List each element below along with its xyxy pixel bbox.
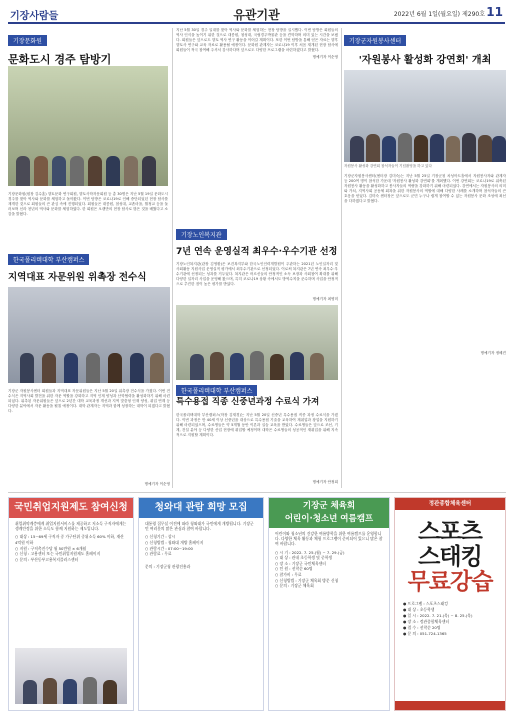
article-reporter: 명예기자 정혜진 <box>480 351 506 355</box>
ad-list <box>9 534 133 562</box>
article-tag: 기장군자원봉사센터 <box>344 35 406 46</box>
ad-title: 국민취업지원제도 참여신청 <box>9 498 133 518</box>
list-item: ○ 장 소 : 기장군 국민체육센터 <box>275 560 326 566</box>
poster-headline: 스포츠 <box>418 519 482 545</box>
article-tag: 기장노인복지관 <box>176 229 227 240</box>
list-item: ○ 참가비 : 무료 <box>275 571 302 577</box>
list-item: ○ 대 상 : 관내 초등학생 및 중학생 <box>275 555 333 561</box>
ad-cheongwadae-tour <box>138 497 264 711</box>
ad-title <box>269 498 389 528</box>
poster-footer-bar <box>395 701 505 710</box>
poster-sports-stacking <box>394 497 506 711</box>
article-photo <box>8 287 170 383</box>
article-culture <box>8 28 168 243</box>
list-item: ○ 시 기 : 2022. 7. 25.(월) ~ 7. 29.(금) <box>275 549 345 555</box>
article-body: 한국폴리텍대학 부산캠퍼스(학장 김재경)는 지난 5월 20일 신중년 특수용접 직종 과정 수료식을 가졌다. 이번 과정은 만 40세 이상 신중년을 대상으로 특수용접 기술을 교육하여 재취업과 창업을 지원하기 위해 마련되었으며, 수료생들은 약 5개월 동안 이론과 실습 교육을 받았다. 수료생들은 앞으로 조선, 기계, 건설 분야 등 다양한 산업 현장에 취업할 예정이며 대학은 수료생들의 성공적인 재취업을 위해 지속적으로 지원할 계획이다. <box>176 413 338 437</box>
list-item: ○ 지원 : 구직촉진수당 월 50만원 × 6개월 <box>15 545 87 551</box>
article-headline: 지역대표 자문위원 위촉장 전수식 <box>8 272 147 283</box>
list-item: ○ 인 원 : 선착순 60명 <box>275 566 313 572</box>
list-item: ○ 대상 : 15~69세 구직자 중 가구단위 중위소득 60% 이하, 재산 4억원 이하 <box>15 534 124 545</box>
article-body: 기장군자원봉사센터(센터장 김미숙)는 지난 5월 25일 기장군청 차성아트홀에서 자원봉사자와 관계자 등 200여 명이 참석한 가운데 '자원봉사 활성화 강연회'를 개최했다. 이번 강연회는 코로나19로 위축된 자원봉사 활동을 활성화하고 봉사자들의 역량을 강화하기 위해 마련되었다. 강연에서는 자원봉사의 의미와 가치, 지역사회 공동체 회복을 위한 자원봉사의 역할에 대해 다양한 사례를 소개하며 참석자들의 큰 호응을 얻었다. 김미숙 센터장은 앞으로도 군민 누구나 쉽게 참여할 수 있는 자원봉사 문화 조성에 최선을 다하겠다고 밝혔다. <box>344 174 506 203</box>
ad-title-line: 어린이·청소년 여름캠프 <box>284 514 374 524</box>
list-item: ● 장 소 : 정관종합체육센터 <box>403 619 450 624</box>
issue-date: 2022년 6월 1일(월요일) 제290호 <box>393 11 485 18</box>
poster-headline: 무료강습 <box>407 569 493 595</box>
article-advisory <box>8 247 170 487</box>
photo-caption: 자원봉사 활성화 강연회 참석자들이 기념촬영을 하고 있다 <box>344 164 432 168</box>
list-item: ○ 문의 : 부산동부고용복지플러스센터 <box>15 556 79 562</box>
list-item: ● 접 수 : 선착순 20명 <box>403 625 441 630</box>
article-welding <box>176 305 338 485</box>
list-item: ○ 관람료 : 무료 <box>145 551 172 557</box>
article-photo <box>176 305 338 380</box>
ad-list <box>269 550 389 589</box>
list-item: ○ 신청방법 : 청와대 개방 홈페이지 <box>145 540 204 545</box>
article-photo <box>344 70 506 162</box>
list-item: ○ 신청 : 고용센터 또는 국민취업지원제도 홈페이지 <box>15 551 101 557</box>
ad-title-line: 기장군 체육회 <box>302 501 356 511</box>
article-reporter: 명예기자 이순영 <box>312 55 338 59</box>
article-headline: 문화도시 경주 탐방기 <box>8 53 112 66</box>
article-tag: 한국폴리텍대학 부산캠퍼스 <box>176 385 257 396</box>
list-item: ○ 신청방법 : 기장군 체육회 방문 신청 <box>275 577 339 583</box>
ad-body: 어린이와 청소년의 건강한 여름방학을 위한 여름캠프를 운영합니다. 다양한 체육 활동과 체험 프로그램이 준비되어 있으니 많은 참여 바랍니다. <box>275 531 383 547</box>
ad-title: 청와대 관람 희망 모집 <box>139 498 263 518</box>
poster-title: 정관종합체육센터 <box>395 498 505 510</box>
list-item: ○ 관람시간 : 07:00~19:00 <box>145 545 193 551</box>
ad-list <box>139 534 263 556</box>
article-reporter: 명예기자 이순영 <box>144 482 170 486</box>
list-item: ● 프로그램 : 스포츠스태킹 <box>403 601 448 606</box>
ad-body: 취업취약계층에게 취업지원서비스를 제공하고 저소득 구직자에게는 생계안정을 위한 소득도 함께 지원하는 제도입니다. <box>15 521 127 532</box>
ad-employment-support <box>8 497 134 711</box>
article-headline: 특수용접 직종 신중년과정 수료식 가져 <box>176 397 320 407</box>
ad-body: 대통령 집무실 이전에 따라 청와대가 국민에게 개방됩니다. 기장군민 여러분의 많은 관심과 참여 바랍니다. <box>145 521 254 532</box>
article-body: 기장문화원(원장 김수홍) 향토문화 연구회원, 향토사학자문회원 등 총 30명은 지난 5월 19일 문화도시 경주를 찾아 역사와 문화를 체험하고 돌아왔다. 이번 탐방은 코로나19로 인해 중단되었던 현장 답사를 재개한 것으로 회원들의 큰 관심 속에 진행되었다. 회원들은 대릉원, 첨성대, 교촌마을, 월정교 등을 둘러보며 신라 천년의 역사와 문화를 체험하였다. 한 회원은 오랜만의 현장 답사로 많은 것을 배웠다고 소감을 밝혔다. <box>8 192 168 216</box>
article-body: 지난 5월 30일 경주 일대를 찾아 역사와 문화를 체험하는 현장 탐방을 실시했다. 이번 탐방은 회원들의 역사 인식을 높이기 위한 것으로 대릉원, 첨성대, 국립경주박물관 등을 견학하며 의미 있는 시간을 보냈다. 회원들은 앞으로도 향토 역사 연구 활동을 이어갈 계획이다. 또한 이번 탐방을 통해 얻은 자료는 향후 향토사 연구와 교육 자료로 활용될 예정이다. 문화원 관계자는 코로나19 이후 처음 재개된 현장 답사에 회원들이 적극 참여해 주셔서 감사하다며 앞으로도 다양한 프로그램을 마련하겠다고 밝혔다. <box>176 28 338 52</box>
poster-headline: 스태킹 <box>418 544 482 570</box>
poster-details <box>395 599 505 639</box>
column-divider <box>341 28 342 488</box>
list-item: ○ 신청기간 : 상시 <box>145 534 176 540</box>
list-item: ● 대 상 : 초등학생 <box>403 607 435 612</box>
ad-contact: 문의 : 기장군청 관광진흥과 <box>145 563 191 569</box>
article-tag: 한국폴리텍대학 부산캠퍼스 <box>8 254 89 265</box>
article-culture-continued <box>176 28 338 218</box>
section-label: 기장사람들 <box>10 11 59 22</box>
list-item: ○ 문의 : 기장군 체육회 <box>275 583 314 589</box>
article-body: 기장노인복지관(관장 김영환)은 보건복지부와 한국노인인력개발원이 주관하는 2021년 노인일자리 및 사회활동 지원사업 운영실적 평가에서 최우수기관으로 선정되었다. 이로써 복지관은 7년 연속 최우수·우수기관에 선정되는 성과를 거두었다. 복지관은 어르신들의 안정적인 소득 보장과 사회참여 확대를 위해 다양한 일자리 사업을 운영해 왔으며, 특히 코로나19 상황 속에서도 방역수칙을 준수하며 사업을 안정적으로 추진한 점이 높은 평가를 받았다. <box>176 261 338 286</box>
article-headline: '자원봉사 활성화 강연회' 개최 <box>358 55 492 66</box>
paper-section-title: 유관기관 <box>233 8 280 22</box>
ad-youth-summer-camp <box>268 497 390 711</box>
article-reporter: 명예기자 안정희 <box>312 480 338 484</box>
article-body: 기장군 자원봉사센터 회원들과 지역대표 자문위원들은 지난 5월 20일 위촉장 전수식을 가졌다. 이번 전수식은 지역사회 발전을 위한 자문 역할을 강화하고 지역 인재 양성과 산학협력을 활성화하기 위해 마련되었다. 위촉된 자문위원들은 앞으로 2년간 대학 교육과정 개선과 지역 맞춤형 인재 양성, 취업 연계 등 다양한 분야에서 자문 활동을 펼칠 예정이다. 대학 관계자는 지역과 함께 성장하는 대학이 되겠다고 밝혔다. <box>8 389 170 413</box>
article-tag: 기장문화원 <box>8 35 47 46</box>
list-item: ● 일 시 : 2022. 7. 21.(목) ~ 8. 25.(목) <box>403 613 473 618</box>
page-header <box>8 4 505 24</box>
article-headline: 7년 연속 운영실적 최우수·우수기관 선정 <box>176 247 338 257</box>
column-divider <box>172 28 173 488</box>
article-senior <box>176 222 338 302</box>
article-photo <box>8 66 168 186</box>
article-reporter: 명예기자 최영미 <box>312 297 338 301</box>
page-number: 11 <box>486 5 503 19</box>
article-volunteer <box>344 28 506 358</box>
ad-photo <box>15 648 127 704</box>
section-divider <box>8 492 506 493</box>
list-item: ● 문 의 : 051-724-1365 <box>403 631 447 636</box>
